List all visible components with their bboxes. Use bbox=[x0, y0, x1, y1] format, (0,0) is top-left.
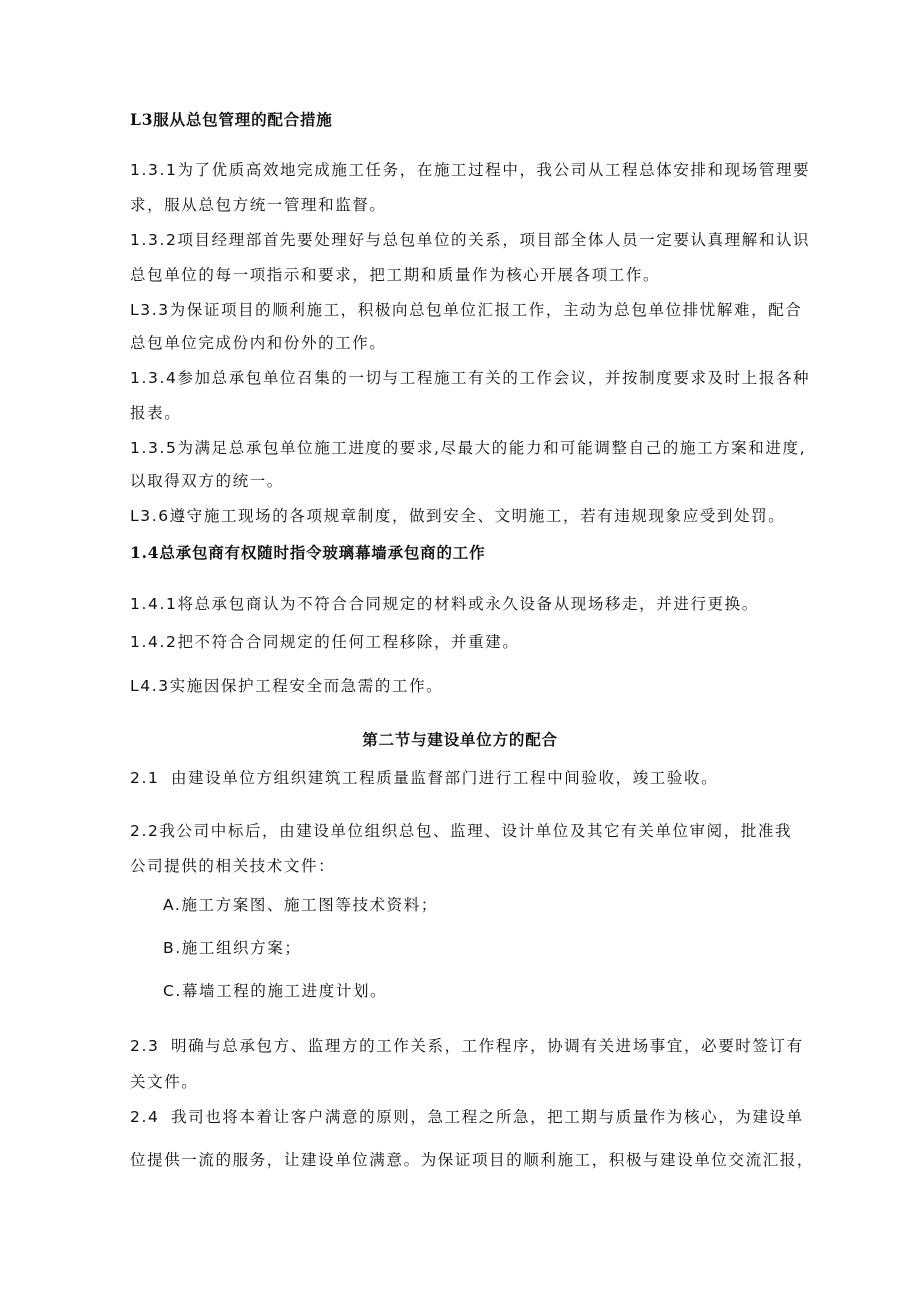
item-1-3-2-line-1: 1.3.2项目经理部首先要处理好与总包单位的关系，项目部全体人员一定要认真理解和认识 bbox=[130, 231, 811, 249]
item-1-3-5-line-1: 1.3.5为满足总承包单位施工进度的要求,尽最大的能力和可能调整自己的施工方案和进度, bbox=[130, 439, 807, 457]
item-1-3-2-line-2: 总包单位的每一项指示和要求，把工期和质量作为核心开展各项工作。 bbox=[130, 266, 661, 284]
item-2-3-number: 2.3 bbox=[130, 1037, 160, 1055]
item-1-4-3: L4.3实施因保护工程安全而急需的工作。 bbox=[130, 677, 444, 695]
item-1-3-1-line-2: 求，服从总包方统一管理和监督。 bbox=[130, 196, 387, 214]
item-2-3-line-1 bbox=[130, 1036, 804, 1056]
item-1-4-1: 1.4.1将总承包商认为不符合合同规定的材料或永久设备从现场移走，并进行更换。 bbox=[130, 595, 759, 613]
section-heading-1-4: 1.4总承包商有权随时指令玻璃幕墙承包商的工作 bbox=[130, 543, 486, 562]
item-2-4-number: 2.4 bbox=[130, 1108, 160, 1126]
item-1-3-1-line-1: 1.3.1为了优质高效地完成施工任务，在施工过程中，我公司从工程总体安排和现场管理要 bbox=[130, 161, 811, 179]
item-2-4-line-2: 位提供一流的服务，让建设单位满意。为保证项目的顺利施工，积极与建设单位交流汇报， bbox=[130, 1151, 815, 1169]
item-2-1-text: 由建设单位方组织建筑工程质量监督部门进行工程中间验收，竣工验收。 bbox=[171, 769, 719, 787]
subitem-a: A.施工方案图、施工图等技术资料； bbox=[163, 896, 438, 914]
item-2-3-line-2: 关文件。 bbox=[130, 1073, 199, 1091]
item-1-3-3-line-1: L3.3为保证项目的顺利施工，积极向总包单位汇报工作，主动为总包单位排忧解难，配合 bbox=[130, 301, 803, 319]
item-2-2-line-1: 2.2我公司中标后，由建设单位组织总包、监理、设计单位及其它有关单位审阅，批准我 bbox=[130, 822, 793, 840]
item-1-3-4-line-2: 报表。 bbox=[130, 404, 182, 422]
item-1-4-2: 1.4.2把不符合合同规定的任何工程移除，并重建。 bbox=[130, 633, 520, 651]
item-2-2-line-2: 公司提供的相关技术文件： bbox=[130, 857, 336, 875]
item-2-4-text: 我司也将本着让客户满意的原则，急工程之所急，把工期与质量作为核心，为建设单 bbox=[171, 1108, 804, 1126]
item-1-3-4-line-1: 1.3.4参加总承包单位召集的一切与工程施工有关的工作会议，并按制度要求及时上报各种 bbox=[130, 369, 811, 387]
section-title-2: 第二节与建设单位方的配合 bbox=[362, 730, 558, 749]
item-2-1 bbox=[130, 768, 718, 788]
item-2-1-number: 2.1 bbox=[130, 769, 160, 787]
item-1-3-3-line-2: 总包单位完成份内和份外的工作。 bbox=[130, 334, 387, 352]
item-1-3-6-line-1: L3.6遵守施工现场的各项规章制度，做到安全、文明施工，若有违规现象应受到处罚。 bbox=[130, 507, 786, 525]
subitem-b: B.施工组织方案； bbox=[163, 939, 302, 957]
item-2-3-text: 明确与总承包方、监理方的工作关系，工作程序，协调有关进场事宜，必要时签订有 bbox=[171, 1037, 804, 1055]
subitem-c: C.幕墙工程的施工进度计划。 bbox=[163, 982, 388, 1000]
item-2-4-line-1 bbox=[130, 1107, 804, 1127]
section-heading-1-3: L3服从总包管理的配合措施 bbox=[130, 110, 333, 129]
item-1-3-5-line-2: 以取得双方的统一。 bbox=[130, 472, 284, 490]
